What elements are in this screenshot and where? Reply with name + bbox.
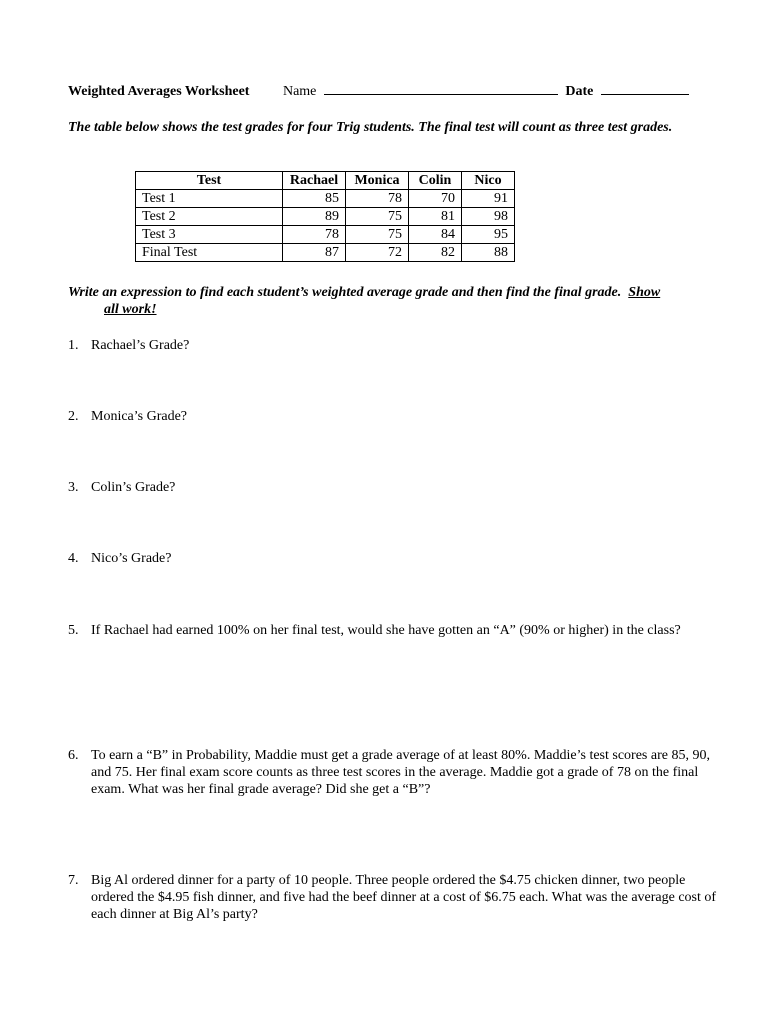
date-blank-line[interactable] — [601, 83, 689, 95]
table-row — [136, 190, 515, 208]
name-label: Name — [282, 84, 317, 99]
question-number: 4. — [68, 551, 79, 566]
table-row — [136, 208, 515, 226]
cell-monica: 75 — [346, 226, 409, 244]
header-rachael: Rachael — [283, 172, 346, 190]
question-number: 1. — [68, 338, 79, 353]
cell-test-name: Final Test — [136, 244, 283, 262]
cell-nico: 98 — [462, 208, 515, 226]
question-6 — [68, 747, 718, 798]
question-number: 6. — [68, 748, 79, 763]
date-label: Date — [565, 84, 594, 99]
question-2 — [68, 408, 718, 425]
intro-text: The table below shows the test grades for four Trig students. The final test will count as three test grades. — [68, 120, 673, 135]
worksheet-header — [68, 83, 708, 100]
cell-monica: 75 — [346, 208, 409, 226]
question-7 — [68, 872, 718, 923]
question-number: 3. — [68, 480, 79, 495]
question-number: 5. — [68, 623, 79, 638]
name-blank-line[interactable] — [324, 83, 558, 95]
cell-rachael: 85 — [283, 190, 346, 208]
question-3 — [68, 479, 718, 496]
question-number: 7. — [68, 873, 79, 888]
cell-nico: 91 — [462, 190, 515, 208]
cell-test-name: Test 3 — [136, 226, 283, 244]
table-row — [136, 244, 515, 262]
question-5 — [68, 622, 718, 639]
instructions — [68, 284, 713, 318]
header-nico: Nico — [462, 172, 515, 190]
all-work-label: all work! — [104, 302, 157, 317]
cell-rachael: 87 — [283, 244, 346, 262]
question-text: Monica’s Grade? — [91, 409, 188, 424]
question-1 — [68, 337, 718, 354]
question-number: 2. — [68, 409, 79, 424]
cell-test-name: Test 2 — [136, 208, 283, 226]
cell-monica: 72 — [346, 244, 409, 262]
cell-colin: 84 — [409, 226, 462, 244]
question-text: Big Al ordered dinner for a party of 10 people. Three people ordered the $4.75 chicken dinner, two people ordered the $4.95 fish dinner, and five had the beef dinner at a cost of $6.75 each. What was the average cost of each dinner at Big Al’s party? — [91, 873, 717, 922]
show-work-label: Show — [628, 285, 661, 300]
instructions-text: Write an expression to find each student’s weighted average grade and then find the final grade. — [68, 285, 622, 300]
header-colin: Colin — [409, 172, 462, 190]
grades-table — [135, 171, 515, 262]
cell-colin: 81 — [409, 208, 462, 226]
question-4 — [68, 550, 718, 567]
worksheet-title: Weighted Averages Worksheet — [68, 84, 250, 99]
question-text: Nico’s Grade? — [91, 551, 172, 566]
question-text: Colin’s Grade? — [91, 480, 176, 495]
cell-rachael: 78 — [283, 226, 346, 244]
table-header-row — [136, 172, 515, 190]
question-text: If Rachael had earned 100% on her final test, would she have gotten an “A” (90% or higher) in the class? — [91, 623, 681, 638]
question-text: Rachael’s Grade? — [91, 338, 190, 353]
cell-colin: 82 — [409, 244, 462, 262]
header-monica: Monica — [346, 172, 409, 190]
question-text: To earn a “B” in Probability, Maddie must get a grade average of at least 80%. Maddie’s test scores are 85, 90, and 75. Her final exam score counts as three test scores in the average. Maddie got a grade of 78 on the final exam. What was her final grade average? Did she get a “B”? — [91, 748, 710, 797]
cell-nico: 88 — [462, 244, 515, 262]
header-test: Test — [136, 172, 283, 190]
cell-colin: 70 — [409, 190, 462, 208]
cell-rachael: 89 — [283, 208, 346, 226]
cell-test-name: Test 1 — [136, 190, 283, 208]
cell-nico: 95 — [462, 226, 515, 244]
cell-monica: 78 — [346, 190, 409, 208]
table-row — [136, 226, 515, 244]
